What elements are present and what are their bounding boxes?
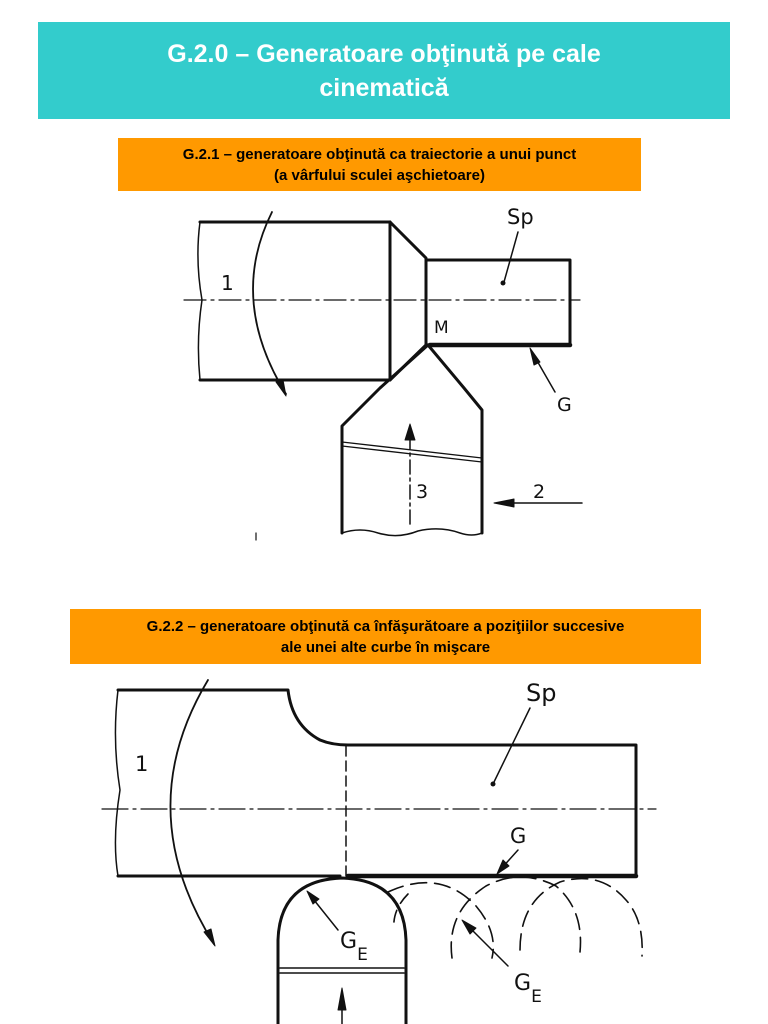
section-g21-line2: (a vârfului sculei aşchietoare)	[274, 166, 485, 184]
round-nose-tool-band	[280, 968, 404, 973]
diagram-g21	[184, 212, 582, 540]
label-ge-1-sub: E	[357, 945, 368, 965]
label-ge-1	[340, 929, 368, 965]
sp2-point	[491, 782, 496, 787]
label-sp-2: Sp	[526, 679, 557, 707]
label-ge-2-main: G	[514, 971, 532, 996]
section-g22-line2: ale unei alte curbe în mişcare	[280, 638, 491, 656]
diagram-g22	[102, 680, 656, 1024]
feed-arrowhead-3	[405, 424, 415, 440]
label-workpiece2-1: 1	[135, 752, 149, 776]
label-ge-2	[514, 971, 542, 1007]
sp-leader-line	[504, 232, 518, 282]
tool-edge-double-line	[342, 442, 482, 462]
workpiece-chamfer	[390, 222, 426, 380]
rotation-arrowhead-2	[204, 929, 215, 946]
workpiece-break-line	[198, 222, 202, 380]
sp-point	[501, 281, 506, 286]
label-sp-1: Sp	[507, 205, 534, 229]
label-g-2: G	[510, 824, 527, 848]
label-feed-2: 2	[533, 481, 546, 503]
slide-title-line2: cinematică	[319, 73, 449, 102]
workpiece2-break-line	[115, 690, 120, 876]
label-point-m: M	[434, 318, 449, 338]
feed-arrowhead-2	[494, 499, 514, 507]
rotation-arrow-1	[253, 212, 286, 394]
diagram-g21-labels	[221, 205, 572, 503]
section-g21-line1: G.2.1 – generatoare obţinută ca traiectorie a unui punct	[182, 145, 577, 163]
tool-break-line	[342, 529, 482, 536]
workpiece2-large-cylinder	[118, 690, 636, 876]
rotation-arrow-2	[170, 680, 214, 944]
label-tool-3: 3	[416, 481, 429, 503]
g-leader-arrowhead	[530, 348, 540, 365]
label-workpiece-1: 1	[221, 271, 234, 295]
label-ge-1-main: G	[340, 929, 358, 954]
workpiece-large-cylinder	[200, 222, 390, 380]
label-ge-2-sub: E	[531, 987, 542, 1007]
label-g-1: G	[557, 394, 572, 416]
section-g22-line1: G.2.2 – generatoare obţinută ca înfăşurătoare a poziţiilor succesive	[146, 617, 625, 635]
envelope-circle-2	[451, 877, 580, 958]
rotation-arrowhead-1	[276, 380, 286, 396]
slide-title-line1: G.2.0 – Generatoare obţinută pe cale	[167, 39, 601, 68]
ge1-leader-arrowhead	[307, 891, 319, 904]
